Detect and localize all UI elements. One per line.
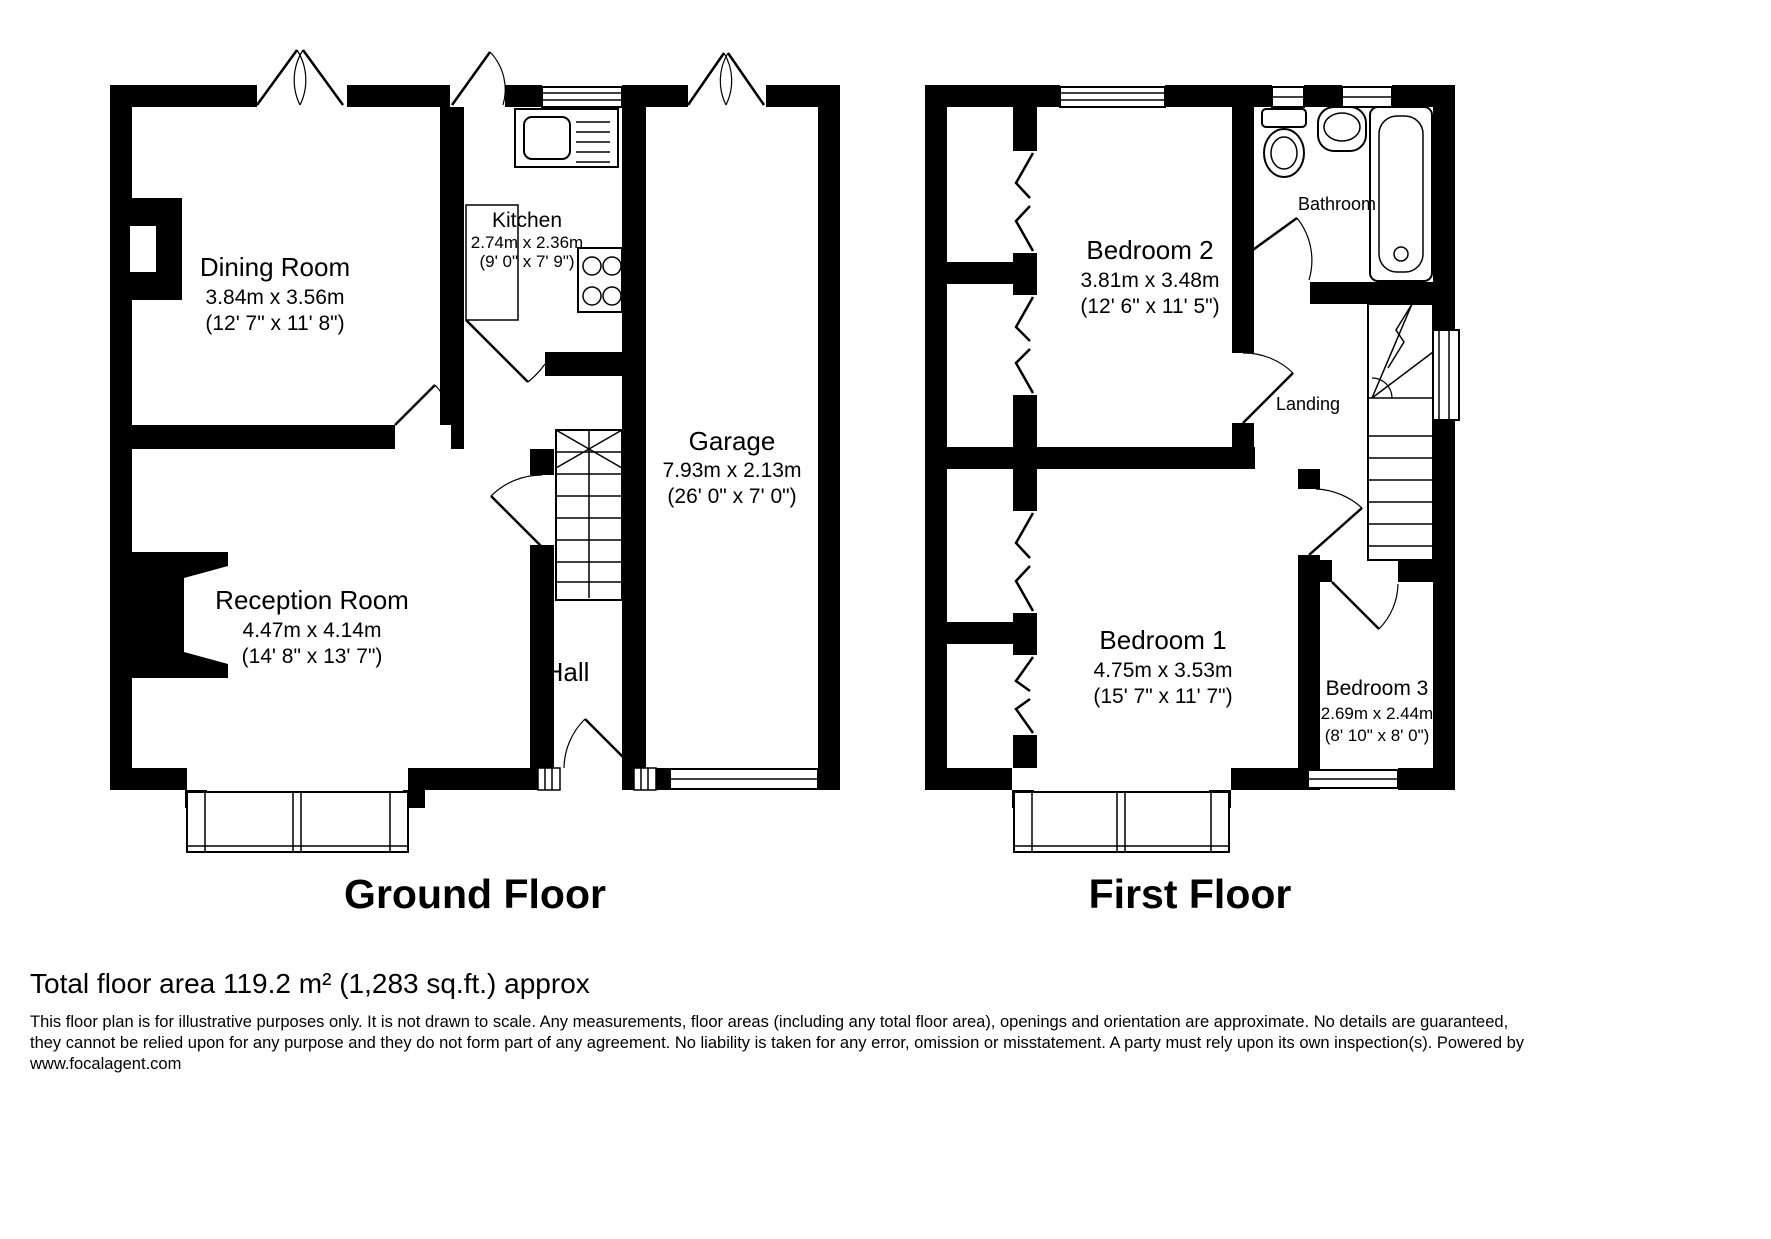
room-label-dining: [200, 252, 350, 335]
room-name: Garage: [688, 426, 776, 456]
room-name: Bedroom 2: [1086, 235, 1214, 265]
room-label-bedroom2: [1080, 235, 1219, 318]
door-icon: [1309, 489, 1362, 555]
door-icon: [466, 320, 545, 382]
disclaimer-text: This floor plan is for illustrative purposes only. It is not drawn to scale. Any measurements, floor areas (including any total floor area), openings and orientation are approximate. No details are guaranteed, they cannot be relied upon for any purpose and they do not form part of any agreement. No liability is taken for any error, omission or misstatement. A party must rely upon its own inspection(s). Powered by www.focalagent.com: [30, 1013, 1525, 1074]
room-label-kitchen: [471, 209, 583, 271]
room-label-garage: [663, 426, 802, 508]
stairs-icon: [556, 430, 622, 600]
ground-floor-title: Ground Floor: [344, 871, 606, 917]
chimney-breast: [130, 198, 182, 300]
toilet-icon: [1262, 109, 1306, 177]
room-metric: 3.84m x 3.56m: [205, 286, 345, 309]
room-imperial: (15' 7" x 11' 7"): [1093, 685, 1233, 708]
chimney-breast: [130, 552, 228, 678]
door-icon: [491, 475, 542, 547]
window-icon: [542, 87, 622, 107]
room-name: Reception Room: [215, 585, 409, 615]
room-metric: 4.75m x 3.53m: [1093, 659, 1233, 682]
room-metric: 7.93m x 2.13m: [662, 459, 802, 482]
room-name: Bedroom 1: [1099, 625, 1227, 655]
sink-icon: [515, 109, 618, 167]
room-imperial: (26' 0" x 7' 0"): [667, 485, 797, 508]
room-label-hall: Hall: [544, 657, 590, 687]
bathtub-icon: [1370, 107, 1432, 281]
room-label-bedroom3: [1321, 677, 1433, 745]
french-doors-icon: [257, 50, 343, 105]
room-imperial: (12' 6" x 11' 5"): [1080, 295, 1220, 318]
room-label-reception: [215, 585, 409, 668]
room-imperial: (9' 0" x 7' 9"): [479, 252, 575, 271]
room-imperial: (12' 7" x 11' 8"): [205, 312, 345, 335]
window-icon: [1060, 87, 1165, 107]
door-icon: [452, 52, 505, 105]
garage-door-icon: [670, 769, 818, 789]
room-metric: 2.74m x 2.36m: [470, 233, 584, 252]
total-floor-area-text: Total floor area 119.2 m² (1,283 sq.ft.) approx: [30, 968, 590, 999]
room-name: Bedroom 3: [1325, 677, 1429, 700]
ground-floor-plan: [110, 50, 840, 917]
bay-window-icon: [185, 790, 425, 852]
room-imperial: (14' 8" x 13' 7"): [241, 645, 383, 668]
room-imperial: (8' 10" x 8' 0"): [1324, 726, 1430, 745]
first-floor-plan: [925, 85, 1459, 917]
room-label-bedroom1: [1093, 625, 1232, 708]
bay-window-icon: [1012, 790, 1231, 852]
room-name: Dining Room: [199, 252, 351, 282]
window-icon: [1342, 87, 1392, 107]
french-doors-icon: [688, 53, 764, 105]
room-metric: 3.81m x 3.48m: [1080, 269, 1220, 292]
room-name: Kitchen: [491, 209, 563, 232]
room-metric: 4.47m x 4.14m: [242, 619, 382, 642]
room-label-bathroom: Bathroom: [1297, 194, 1377, 214]
door-icon: [1332, 582, 1398, 629]
room-label-landing: Landing: [1275, 394, 1341, 414]
window-icon: [1272, 87, 1304, 107]
window-icon: [1308, 770, 1398, 788]
room-metric: 2.69m x 2.44m: [1320, 704, 1434, 723]
basin-icon: [1318, 107, 1366, 151]
hob-icon: [578, 248, 622, 312]
stairs-icon: [1368, 304, 1433, 560]
first-floor-title: First Floor: [1088, 871, 1292, 917]
